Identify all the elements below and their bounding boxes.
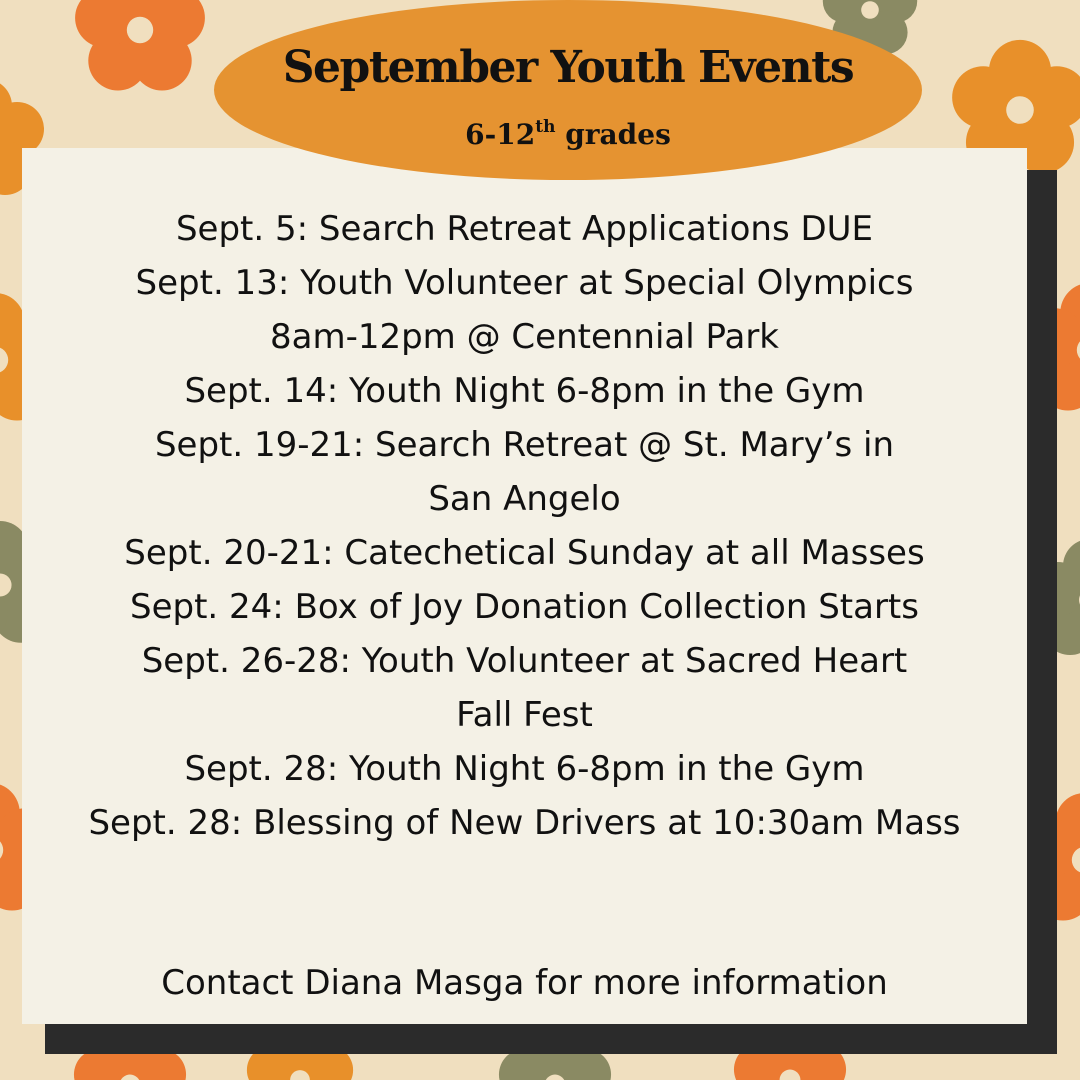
grade-range-label: grades xyxy=(555,118,671,151)
events-card xyxy=(22,148,1027,1024)
flower-icon xyxy=(75,0,205,91)
event-line: Fall Fest xyxy=(456,695,593,735)
event-line: Sept. 14: Youth Night 6-8pm in the Gym xyxy=(184,371,865,411)
event-line: San Angelo xyxy=(428,479,621,519)
event-list xyxy=(22,202,1027,850)
event-line: Sept. 19-21: Search Retreat @ St. Mary’s in xyxy=(154,425,895,465)
grade-range-ordinal: th xyxy=(535,117,556,137)
event-line: Sept. 13: Youth Volunteer at Special Olympics xyxy=(135,263,914,303)
event-line: Sept. 20-21: Catechetical Sunday at all Masses xyxy=(124,533,925,573)
contact-line: Contact Diana Masga for more information xyxy=(161,963,888,1003)
page-title: September Youth Events xyxy=(282,42,854,93)
grade-range-base: 6-12 xyxy=(465,118,536,151)
event-line: Sept. 26-28: Youth Volunteer at Sacred Heart xyxy=(141,641,908,681)
event-line: Sept. 28: Blessing of New Drivers at 10:30am Mass xyxy=(88,803,961,843)
event-line: Sept. 5: Search Retreat Applications DUE xyxy=(175,209,874,249)
event-line: Sept. 28: Youth Night 6-8pm in the Gym xyxy=(184,749,865,789)
event-line: 8am-12pm @ Centennial Park xyxy=(269,317,779,357)
grade-range xyxy=(214,118,922,151)
event-line: Sept. 24: Box of Joy Donation Collection Starts xyxy=(130,587,919,627)
